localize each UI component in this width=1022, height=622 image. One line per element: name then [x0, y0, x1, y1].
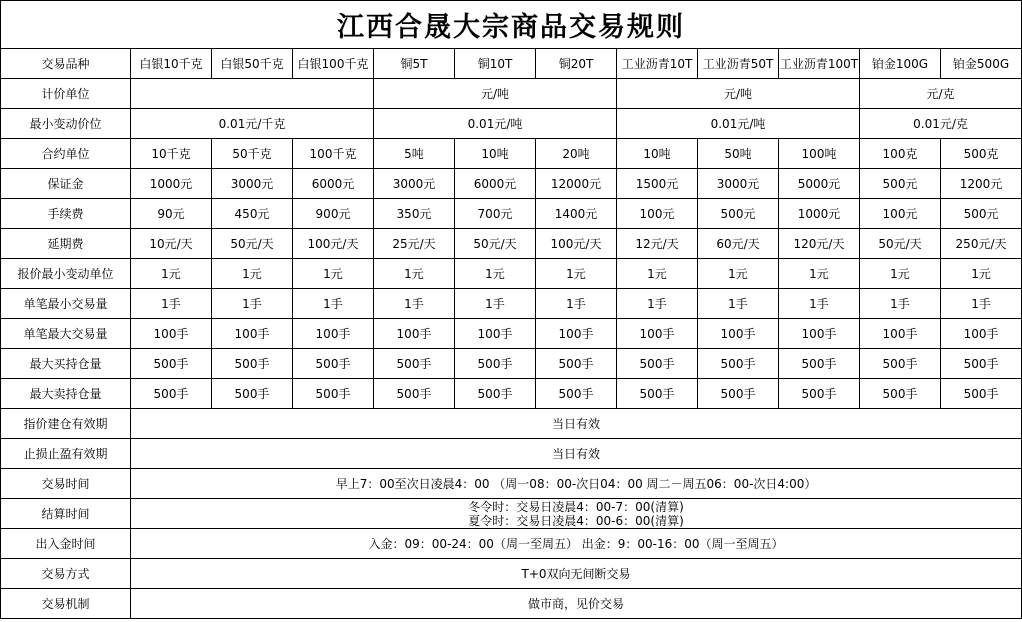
spec-value-cell: 1手 [698, 289, 779, 319]
spec-row [1, 349, 1022, 379]
spec-value-cell: 3000元 [698, 169, 779, 199]
spec-value-cell: 1手 [455, 289, 536, 319]
spec-value-cell: 500手 [293, 379, 374, 409]
spec-value-cell: 1元 [860, 259, 941, 289]
limit-order-validity-row [1, 409, 1022, 439]
spec-value-cell: 1元 [455, 259, 536, 289]
platinum-pricing-unit: 元/克 [860, 79, 1022, 109]
spec-value-cell: 100手 [374, 319, 455, 349]
row-label: 指价建仓有效期 [1, 409, 131, 439]
row-label: 最小变动价位 [1, 109, 131, 139]
copper-min-tick: 0.01元/吨 [374, 109, 617, 139]
spec-value-cell: 3000元 [212, 169, 293, 199]
product-header-cell: 铜5T [374, 49, 455, 79]
platinum-min-tick: 0.01元/克 [860, 109, 1022, 139]
spec-value-cell: 500元 [941, 199, 1022, 229]
limit-order-validity-value: 当日有效 [131, 409, 1022, 439]
row-label: 保证金 [1, 169, 131, 199]
spec-value-cell: 500元 [860, 169, 941, 199]
product-header-cell: 铂金500G [941, 49, 1022, 79]
spec-value-cell: 1手 [212, 289, 293, 319]
spec-value-cell: 1手 [941, 289, 1022, 319]
spec-value-cell: 1元 [779, 259, 860, 289]
spec-value-cell: 500手 [698, 349, 779, 379]
spec-value-cell: 10吨 [455, 139, 536, 169]
product-header-cell: 铂金100G [860, 49, 941, 79]
spec-value-cell: 100手 [455, 319, 536, 349]
spec-value-cell: 5吨 [374, 139, 455, 169]
spec-row [1, 289, 1022, 319]
row-label: 最大买持仓量 [1, 349, 131, 379]
spec-value-cell: 50元/天 [455, 229, 536, 259]
spec-value-cell: 500手 [536, 349, 617, 379]
spec-value-cell: 500手 [212, 379, 293, 409]
product-header-cell: 工业沥青100T [779, 49, 860, 79]
row-label: 结算时间 [1, 499, 131, 529]
row-label: 交易时间 [1, 469, 131, 499]
spec-value-cell: 60元/天 [698, 229, 779, 259]
spec-value-cell: 1元 [536, 259, 617, 289]
product-header-cell: 工业沥青50T [698, 49, 779, 79]
row-label: 交易机制 [1, 589, 131, 619]
product-header-cell: 白银50千克 [212, 49, 293, 79]
silver-min-tick: 0.01元/千克 [131, 109, 374, 139]
settlement-time-value [131, 499, 1022, 529]
spec-value-cell: 1元 [698, 259, 779, 289]
row-label: 计价单位 [1, 79, 131, 109]
spec-value-cell: 1手 [536, 289, 617, 319]
spec-value-cell: 450元 [212, 199, 293, 229]
row-label: 手续费 [1, 199, 131, 229]
spec-value-cell: 1元 [212, 259, 293, 289]
spec-row [1, 379, 1022, 409]
spec-value-cell: 100元/天 [536, 229, 617, 259]
asphalt-pricing-unit: 元/吨 [617, 79, 860, 109]
spec-value-cell: 100手 [779, 319, 860, 349]
spec-value-cell: 500手 [941, 379, 1022, 409]
spec-row [1, 259, 1022, 289]
asphalt-min-tick: 0.01元/吨 [617, 109, 860, 139]
spec-value-cell: 250元/天 [941, 229, 1022, 259]
spec-rows [1, 139, 1022, 409]
spec-value-cell: 500手 [617, 349, 698, 379]
spec-value-cell: 1元 [131, 259, 212, 289]
spec-value-cell: 1元 [941, 259, 1022, 289]
spec-row [1, 319, 1022, 349]
spec-value-cell: 1手 [293, 289, 374, 319]
product-header-cell: 铜10T [455, 49, 536, 79]
spec-value-cell: 500手 [455, 379, 536, 409]
product-header-cell: 白银10千克 [131, 49, 212, 79]
spec-value-cell: 12000元 [536, 169, 617, 199]
trading-mechanism-value: 做市商，见价交易 [131, 589, 1022, 619]
spec-row [1, 139, 1022, 169]
row-label: 出入金时间 [1, 529, 131, 559]
spec-row [1, 229, 1022, 259]
spec-value-cell: 500手 [455, 349, 536, 379]
spec-value-cell: 100元 [860, 199, 941, 229]
spec-value-cell: 1400元 [536, 199, 617, 229]
spec-value-cell: 1000元 [779, 199, 860, 229]
spec-value-cell: 6000元 [455, 169, 536, 199]
spec-value-cell: 5000元 [779, 169, 860, 199]
spec-value-cell: 100千克 [293, 139, 374, 169]
spec-value-cell: 1元 [617, 259, 698, 289]
spec-value-cell: 100元/天 [293, 229, 374, 259]
row-label: 延期费 [1, 229, 131, 259]
stop-validity-value: 当日有效 [131, 439, 1022, 469]
spec-value-cell: 500手 [941, 349, 1022, 379]
spec-value-cell: 25元/天 [374, 229, 455, 259]
spec-value-cell: 500手 [293, 349, 374, 379]
spec-value-cell: 1元 [374, 259, 455, 289]
spec-value-cell: 500手 [779, 379, 860, 409]
spec-value-cell: 100手 [293, 319, 374, 349]
stop-validity-row [1, 439, 1022, 469]
spec-value-cell: 100手 [941, 319, 1022, 349]
spec-value-cell: 100手 [131, 319, 212, 349]
spec-value-cell: 500克 [941, 139, 1022, 169]
spec-row [1, 169, 1022, 199]
spec-value-cell: 1手 [131, 289, 212, 319]
product-header-row [1, 49, 1022, 79]
deposit-withdraw-row [1, 529, 1022, 559]
spec-value-cell: 500手 [131, 379, 212, 409]
spec-value-cell: 1手 [617, 289, 698, 319]
spec-value-cell: 900元 [293, 199, 374, 229]
spec-value-cell: 1元 [293, 259, 374, 289]
row-label: 最大卖持仓量 [1, 379, 131, 409]
spec-value-cell: 500手 [860, 379, 941, 409]
trading-hours-value: 早上7：00至次日凌晨4：00 （周一08：00-次日04：00 周二－周五06：00-次日4:00） [131, 469, 1022, 499]
spec-value-cell: 500手 [536, 379, 617, 409]
product-header-cell: 工业沥青10T [617, 49, 698, 79]
spec-value-cell: 500手 [374, 379, 455, 409]
spec-value-cell: 500元 [698, 199, 779, 229]
trading-mode-row [1, 559, 1022, 589]
row-label: 交易方式 [1, 559, 131, 589]
spec-value-cell: 50元/天 [860, 229, 941, 259]
spec-value-cell: 350元 [374, 199, 455, 229]
spec-value-cell: 50吨 [698, 139, 779, 169]
page-title: 江西合晟大宗商品交易规则 [1, 1, 1022, 49]
trading-mode-value: T+0双向无间断交易 [131, 559, 1022, 589]
spec-value-cell: 500手 [617, 379, 698, 409]
row-label: 单笔最小交易量 [1, 289, 131, 319]
spec-value-cell: 10元/天 [131, 229, 212, 259]
row-label: 合约单位 [1, 139, 131, 169]
spec-value-cell: 100手 [536, 319, 617, 349]
trading-mechanism-row [1, 589, 1022, 619]
spec-value-cell: 50千克 [212, 139, 293, 169]
spec-value-cell: 20吨 [536, 139, 617, 169]
spec-value-cell: 10吨 [617, 139, 698, 169]
spec-value-cell: 500手 [212, 349, 293, 379]
row-label: 止损止盈有效期 [1, 439, 131, 469]
spec-value-cell: 500手 [374, 349, 455, 379]
spec-value-cell: 700元 [455, 199, 536, 229]
spec-value-cell: 90元 [131, 199, 212, 229]
spec-value-cell: 100手 [617, 319, 698, 349]
spec-value-cell: 1手 [860, 289, 941, 319]
spec-value-cell: 100手 [698, 319, 779, 349]
row-label: 交易品种 [1, 49, 131, 79]
row-label: 单笔最大交易量 [1, 319, 131, 349]
spec-value-cell: 1200元 [941, 169, 1022, 199]
deposit-withdraw-value: 入金：09：00-24：00（周一至周五） 出金：9：00-16：00（周一至周五） [131, 529, 1022, 559]
spec-row [1, 199, 1022, 229]
product-header-cell: 铜20T [536, 49, 617, 79]
spec-value-cell: 100手 [212, 319, 293, 349]
copper-pricing-unit: 元/吨 [374, 79, 617, 109]
product-header-cell: 白银100千克 [293, 49, 374, 79]
spec-value-cell: 500手 [860, 349, 941, 379]
spec-value-cell: 500手 [131, 349, 212, 379]
spec-value-cell: 12元/天 [617, 229, 698, 259]
settlement-time-row [1, 499, 1022, 529]
spec-value-cell: 120元/天 [779, 229, 860, 259]
spec-value-cell: 3000元 [374, 169, 455, 199]
spec-value-cell: 6000元 [293, 169, 374, 199]
title-row [1, 1, 1022, 49]
spec-value-cell: 100吨 [779, 139, 860, 169]
spec-value-cell: 1500元 [617, 169, 698, 199]
pricing-unit-row [1, 79, 1022, 109]
silver-pricing-unit [131, 79, 374, 109]
row-label: 报价最小变动单位 [1, 259, 131, 289]
summer-settlement: 夏令时：交易日凌晨4：00-6：00(清算) [468, 513, 684, 528]
spec-value-cell: 1000元 [131, 169, 212, 199]
spec-value-cell: 500手 [698, 379, 779, 409]
trading-hours-row [1, 469, 1022, 499]
spec-value-cell: 100手 [860, 319, 941, 349]
spec-value-cell: 1手 [779, 289, 860, 319]
min-tick-row [1, 109, 1022, 139]
spec-value-cell: 10千克 [131, 139, 212, 169]
spec-value-cell: 1手 [374, 289, 455, 319]
spec-value-cell: 500手 [779, 349, 860, 379]
spec-value-cell: 100克 [860, 139, 941, 169]
spec-value-cell: 100元 [617, 199, 698, 229]
spec-value-cell: 50元/天 [212, 229, 293, 259]
winter-settlement: 冬令时：交易日凌晨4：00-7：00(清算) [468, 499, 684, 514]
